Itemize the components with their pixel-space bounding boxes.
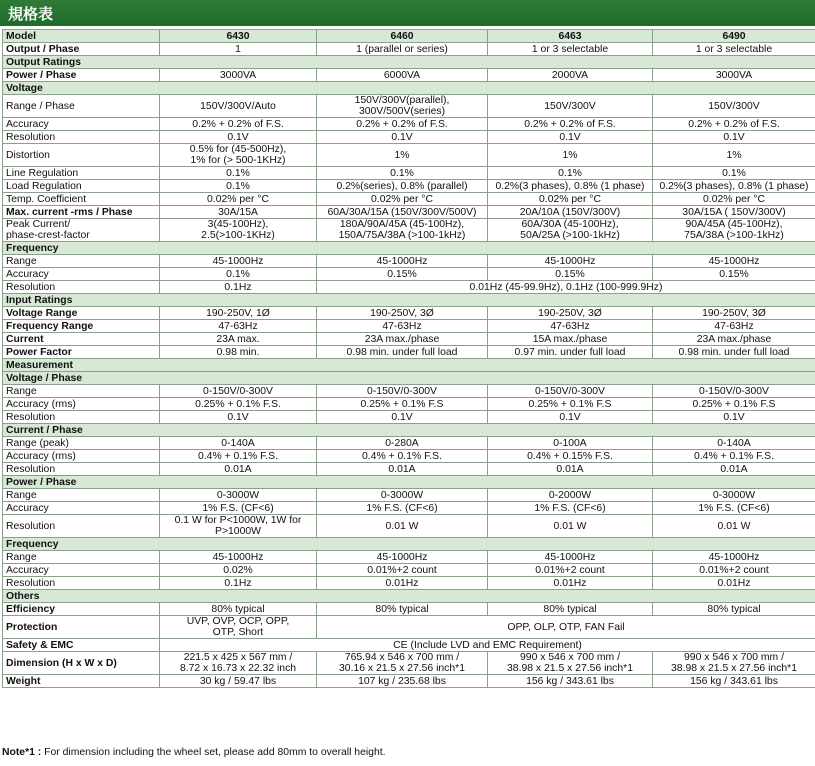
spec-table xyxy=(2,29,815,688)
spec-row xyxy=(3,502,815,515)
spec-cell: 0.1% xyxy=(160,268,317,281)
spec-cell: 0.1% xyxy=(317,167,488,180)
spec-cell: 0.2% + 0.2% of F.S. xyxy=(488,118,653,131)
row-label: Accuracy xyxy=(3,118,160,131)
spec-cell: 0-150V/0-300V xyxy=(653,385,815,398)
spec-cell: 0.25% + 0.1% F.S xyxy=(317,398,488,411)
spec-cell: 150V/300V(parallel), 300V/500V(series) xyxy=(317,95,488,118)
spec-cell: 3(45-100Hz), 2.5(>100-1KHz) xyxy=(160,219,317,242)
section-label: Frequency xyxy=(3,538,815,551)
spec-cell: 990 x 546 x 700 mm / 38.98 x 21.5 x 27.56 inch*1 xyxy=(653,652,815,675)
spec-cell: 60A/30A/15A (150V/300V/500V) xyxy=(317,206,488,219)
spec-cell: 0.01A xyxy=(160,463,317,476)
spec-cell: 0.01 W xyxy=(317,515,488,538)
spec-cell: 90A/45A (45-100Hz), 75A/38A (>100-1kHz) xyxy=(653,219,815,242)
spec-cell: 1 or 3 selectable xyxy=(488,43,653,56)
row-label: Resolution xyxy=(3,463,160,476)
section-label: Output Ratings xyxy=(3,56,815,69)
spec-cell: 0.4% + 0.15% F.S. xyxy=(488,450,653,463)
spec-cell: 80% typical xyxy=(488,603,653,616)
spec-cell: 2000VA xyxy=(488,69,653,82)
spec-cell: 0-3000W xyxy=(160,489,317,502)
spec-cell: 0.97 min. under full load xyxy=(488,346,653,359)
spec-row xyxy=(3,281,815,294)
row-label: Range xyxy=(3,489,160,502)
spec-cell: 30 kg / 59.47 lbs xyxy=(160,675,317,688)
spec-cell: 0.01Hz xyxy=(653,577,815,590)
spec-row xyxy=(3,180,815,193)
spec-cell: 0-3000W xyxy=(653,489,815,502)
spec-row xyxy=(3,577,815,590)
row-label: Resolution xyxy=(3,411,160,424)
page-title: 規格表 xyxy=(8,5,54,23)
spec-cell: 0-3000W xyxy=(317,489,488,502)
row-label: Range xyxy=(3,551,160,564)
spec-cell: 0.01%+2 count xyxy=(317,564,488,577)
spec-cell: 23A max./phase xyxy=(653,333,815,346)
spec-cell: 765.94 x 546 x 700 mm / 30.16 x 21.5 x 27.56 inch*1 xyxy=(317,652,488,675)
spec-cell: 0.15% xyxy=(317,268,488,281)
spec-row xyxy=(3,515,815,538)
row-label: Dimension (H x W x D) xyxy=(3,652,160,675)
spec-row xyxy=(3,603,815,616)
spec-cell: 0.98 min. under full load xyxy=(653,346,815,359)
spec-row xyxy=(3,118,815,131)
spec-cell: 0.25% + 0.1% F.S xyxy=(488,398,653,411)
spec-row xyxy=(3,385,815,398)
spec-cell: 0.1% xyxy=(653,167,815,180)
spec-cell: 80% typical xyxy=(653,603,815,616)
spec-cell: 156 kg / 343.61 lbs xyxy=(653,675,815,688)
spec-row xyxy=(3,131,815,144)
row-label: Output / Phase xyxy=(3,43,160,56)
spec-row xyxy=(3,333,815,346)
spec-cell: 45-1000Hz xyxy=(317,255,488,268)
section-row xyxy=(3,590,815,603)
spec-cell: 0.01 W xyxy=(653,515,815,538)
spec-cell: 47-63Hz xyxy=(653,320,815,333)
spec-cell: 180A/90A/45A (45-100Hz), 150A/75A/38A (>100-1kHz) xyxy=(317,219,488,242)
row-label: Safety & EMC xyxy=(3,639,160,652)
row-label: Resolution xyxy=(3,281,160,294)
row-label: Protection xyxy=(3,616,160,639)
spec-row xyxy=(3,268,815,281)
spec-row xyxy=(3,307,815,320)
row-label: Peak Current/ phase-crest-factor xyxy=(3,219,160,242)
spec-cell: 1% xyxy=(317,144,488,167)
row-label: Efficiency xyxy=(3,603,160,616)
spec-cell: 0.2%(series), 0.8% (parallel) xyxy=(317,180,488,193)
spec-cell: 990 x 546 x 700 mm / 38.98 x 21.5 x 27.56 inch*1 xyxy=(488,652,653,675)
spec-cell: 0.01A xyxy=(317,463,488,476)
spec-cell: 0-100A xyxy=(488,437,653,450)
section-label: Measurement xyxy=(3,359,815,372)
footnote-text: For dimension including the wheel set, please add 80mm to overall height. xyxy=(41,747,386,758)
row-label: Range (peak) xyxy=(3,437,160,450)
spec-cell: 0-150V/0-300V xyxy=(317,385,488,398)
section-label: Voltage / Phase xyxy=(3,372,815,385)
spec-cell: 3000VA xyxy=(160,69,317,82)
row-label: Resolution xyxy=(3,577,160,590)
spec-cell: 0.1 W for P<1000W, 1W for P>1000W xyxy=(160,515,317,538)
row-label: Resolution xyxy=(3,515,160,538)
spec-row xyxy=(3,346,815,359)
spec-cell: 0.1V xyxy=(160,411,317,424)
spec-cell: 1% xyxy=(653,144,815,167)
spec-row xyxy=(3,564,815,577)
spec-cell: 190-250V, 1Ø xyxy=(160,307,317,320)
spec-cell: 0.1V xyxy=(488,131,653,144)
row-label: Voltage Range xyxy=(3,307,160,320)
spec-cell: 0-150V/0-300V xyxy=(488,385,653,398)
section-label: Others xyxy=(3,590,815,603)
row-label: Accuracy xyxy=(3,502,160,515)
row-label: Load Regulation xyxy=(3,180,160,193)
spec-cell: 0.1V xyxy=(653,411,815,424)
spec-cell: 15A max./phase xyxy=(488,333,653,346)
spec-cell: 0.01Hz xyxy=(317,577,488,590)
spec-cell: 0.2%(3 phases), 0.8% (1 phase) xyxy=(488,180,653,193)
row-label: Range / Phase xyxy=(3,95,160,118)
spec-cell: 0-280A xyxy=(317,437,488,450)
spec-row xyxy=(3,206,815,219)
row-label: Accuracy xyxy=(3,564,160,577)
spec-cell: 30A/15A xyxy=(160,206,317,219)
spec-cell: 60A/30A (45-100Hz), 50A/25A (>100-1kHz) xyxy=(488,219,653,242)
spec-cell: 0.02% per °C xyxy=(160,193,317,206)
spec-cell: 0.2%(3 phases), 0.8% (1 phase) xyxy=(653,180,815,193)
row-label: Resolution xyxy=(3,131,160,144)
spec-row xyxy=(3,551,815,564)
section-label: Power / Phase xyxy=(3,476,815,489)
row-label: Temp. Coefficient xyxy=(3,193,160,206)
row-label: Power / Phase xyxy=(3,69,160,82)
spec-cell: 45-1000Hz xyxy=(653,255,815,268)
spec-cell: 30A/15A ( 150V/300V) xyxy=(653,206,815,219)
spec-cell: 45-1000Hz xyxy=(317,551,488,564)
spec-cell: 0.2% + 0.2% of F.S. xyxy=(317,118,488,131)
spec-cell: 47-63Hz xyxy=(488,320,653,333)
row-label: Distortion xyxy=(3,144,160,167)
spec-cell: 0-140A xyxy=(160,437,317,450)
row-label: Max. current -rms / Phase xyxy=(3,206,160,219)
footnote xyxy=(2,747,386,758)
section-row xyxy=(3,372,815,385)
spec-cell: 0.01Hz xyxy=(488,577,653,590)
section-label: Voltage xyxy=(3,82,815,95)
spec-cell: OPP, OLP, OTP, FAN Fail xyxy=(317,616,815,639)
spec-cell: 47-63Hz xyxy=(317,320,488,333)
spec-cell: UVP, OVP, OCP, OPP, OTP, Short xyxy=(160,616,317,639)
spec-cell: 107 kg / 235.68 lbs xyxy=(317,675,488,688)
section-row xyxy=(3,538,815,551)
spec-row xyxy=(3,193,815,206)
spec-cell: 0.5% for (45-500Hz), 1% for (> 500-1KHz) xyxy=(160,144,317,167)
spec-cell: 47-63Hz xyxy=(160,320,317,333)
row-label: Current xyxy=(3,333,160,346)
row-label: Frequency Range xyxy=(3,320,160,333)
spec-cell: 0.4% + 0.1% F.S. xyxy=(160,450,317,463)
spec-cell: 45-1000Hz xyxy=(653,551,815,564)
spec-cell: 23A max. xyxy=(160,333,317,346)
model-header: 6463 xyxy=(488,30,653,43)
spec-row xyxy=(3,437,815,450)
title-bar xyxy=(0,0,815,26)
row-label: Range xyxy=(3,255,160,268)
spec-cell: 0.1Hz xyxy=(160,577,317,590)
spec-row xyxy=(3,255,815,268)
spec-cell: 1 xyxy=(160,43,317,56)
spec-cell: 80% typical xyxy=(317,603,488,616)
spec-cell: 0.01A xyxy=(488,463,653,476)
section-row xyxy=(3,294,815,307)
spec-row xyxy=(3,95,815,118)
spec-cell: 0.1V xyxy=(653,131,815,144)
spec-cell: 0.1V xyxy=(488,411,653,424)
spec-cell: 45-1000Hz xyxy=(160,255,317,268)
spec-row xyxy=(3,652,815,675)
spec-cell: 0.01 W xyxy=(488,515,653,538)
spec-cell: 0.02% per °C xyxy=(488,193,653,206)
spec-row xyxy=(3,69,815,82)
row-label: Line Regulation xyxy=(3,167,160,180)
spec-cell: 1% xyxy=(488,144,653,167)
spec-cell: 0.98 min. xyxy=(160,346,317,359)
spec-cell: 0.01Hz (45-99.9Hz), 0.1Hz (100-999.9Hz) xyxy=(317,281,815,294)
row-label: Weight xyxy=(3,675,160,688)
spec-cell: 0.15% xyxy=(488,268,653,281)
spec-row xyxy=(3,675,815,688)
spec-row xyxy=(3,219,815,242)
model-header: 6430 xyxy=(160,30,317,43)
section-label: Current / Phase xyxy=(3,424,815,437)
spec-cell: 0.1Hz xyxy=(160,281,317,294)
spec-row xyxy=(3,43,815,56)
spec-cell: 0.1V xyxy=(317,411,488,424)
spec-cell: 190-250V, 3Ø xyxy=(653,307,815,320)
spec-cell: 80% typical xyxy=(160,603,317,616)
row-label: Accuracy (rms) xyxy=(3,398,160,411)
spec-row xyxy=(3,489,815,502)
row-label: Accuracy (rms) xyxy=(3,450,160,463)
spec-cell: 45-1000Hz xyxy=(488,255,653,268)
spec-cell: 3000VA xyxy=(653,69,815,82)
spec-cell: 156 kg / 343.61 lbs xyxy=(488,675,653,688)
section-row xyxy=(3,424,815,437)
header-label: Model xyxy=(3,30,160,43)
spec-cell: 45-1000Hz xyxy=(488,551,653,564)
spec-cell: 221.5 x 425 x 567 mm / 8.72 x 16.73 x 22.32 inch xyxy=(160,652,317,675)
spec-row xyxy=(3,398,815,411)
spec-row xyxy=(3,411,815,424)
spec-row xyxy=(3,463,815,476)
spec-cell: 0.2% + 0.2% of F.S. xyxy=(653,118,815,131)
spec-cell: 150V/300V xyxy=(653,95,815,118)
header-row xyxy=(3,30,815,43)
section-label: Input Ratings xyxy=(3,294,815,307)
spec-cell: 0.1% xyxy=(160,167,317,180)
row-label: Power Factor xyxy=(3,346,160,359)
spec-cell: 150V/300V/Auto xyxy=(160,95,317,118)
model-header: 6490 xyxy=(653,30,815,43)
section-row xyxy=(3,476,815,489)
spec-cell: 0.02% per °C xyxy=(317,193,488,206)
spec-row xyxy=(3,639,815,652)
spec-cell: 0.25% + 0.1% F.S. xyxy=(160,398,317,411)
spec-cell: 1% F.S. (CF<6) xyxy=(488,502,653,515)
spec-cell: 0.1V xyxy=(317,131,488,144)
spec-row xyxy=(3,320,815,333)
spec-cell: 0.1% xyxy=(488,167,653,180)
spec-cell: 1% F.S. (CF<6) xyxy=(653,502,815,515)
spec-row xyxy=(3,616,815,639)
spec-cell: CE (Include LVD and EMC Requirement) xyxy=(160,639,815,652)
spec-cell: 0.02% per °C xyxy=(653,193,815,206)
spec-cell: 23A max./phase xyxy=(317,333,488,346)
section-row xyxy=(3,242,815,255)
spec-cell: 0-150V/0-300V xyxy=(160,385,317,398)
spec-cell: 1 or 3 selectable xyxy=(653,43,815,56)
spec-cell: 0.98 min. under full load xyxy=(317,346,488,359)
spec-cell: 0.4% + 0.1% F.S. xyxy=(653,450,815,463)
spec-cell: 1% F.S. (CF<6) xyxy=(160,502,317,515)
spec-cell: 0.02% xyxy=(160,564,317,577)
spec-cell: 6000VA xyxy=(317,69,488,82)
row-label: Accuracy xyxy=(3,268,160,281)
footnote-label: Note*1 : xyxy=(2,747,42,758)
spec-cell: 190-250V, 3Ø xyxy=(488,307,653,320)
spec-cell: 0.2% + 0.2% of F.S. xyxy=(160,118,317,131)
section-label: Frequency xyxy=(3,242,815,255)
spec-cell: 0.01A xyxy=(653,463,815,476)
spec-cell: 1 (parallel or series) xyxy=(317,43,488,56)
spec-cell: 150V/300V xyxy=(488,95,653,118)
section-row xyxy=(3,359,815,372)
spec-cell: 0.1% xyxy=(160,180,317,193)
spec-row xyxy=(3,167,815,180)
spec-cell: 0.15% xyxy=(653,268,815,281)
spec-cell: 0.01%+2 count xyxy=(488,564,653,577)
spec-cell: 190-250V, 3Ø xyxy=(317,307,488,320)
section-row xyxy=(3,82,815,95)
spec-cell: 0-140A xyxy=(653,437,815,450)
spec-cell: 20A/10A (150V/300V) xyxy=(488,206,653,219)
spec-cell: 1% F.S. (CF<6) xyxy=(317,502,488,515)
spec-row xyxy=(3,450,815,463)
spec-cell: 0.4% + 0.1% F.S. xyxy=(317,450,488,463)
spec-cell: 0.1V xyxy=(160,131,317,144)
section-row xyxy=(3,56,815,69)
spec-row xyxy=(3,144,815,167)
spec-cell: 0-2000W xyxy=(488,489,653,502)
spec-cell: 45-1000Hz xyxy=(160,551,317,564)
spec-cell: 0.25% + 0.1% F.S xyxy=(653,398,815,411)
spec-cell: 0.01%+2 count xyxy=(653,564,815,577)
row-label: Range xyxy=(3,385,160,398)
model-header: 6460 xyxy=(317,30,488,43)
